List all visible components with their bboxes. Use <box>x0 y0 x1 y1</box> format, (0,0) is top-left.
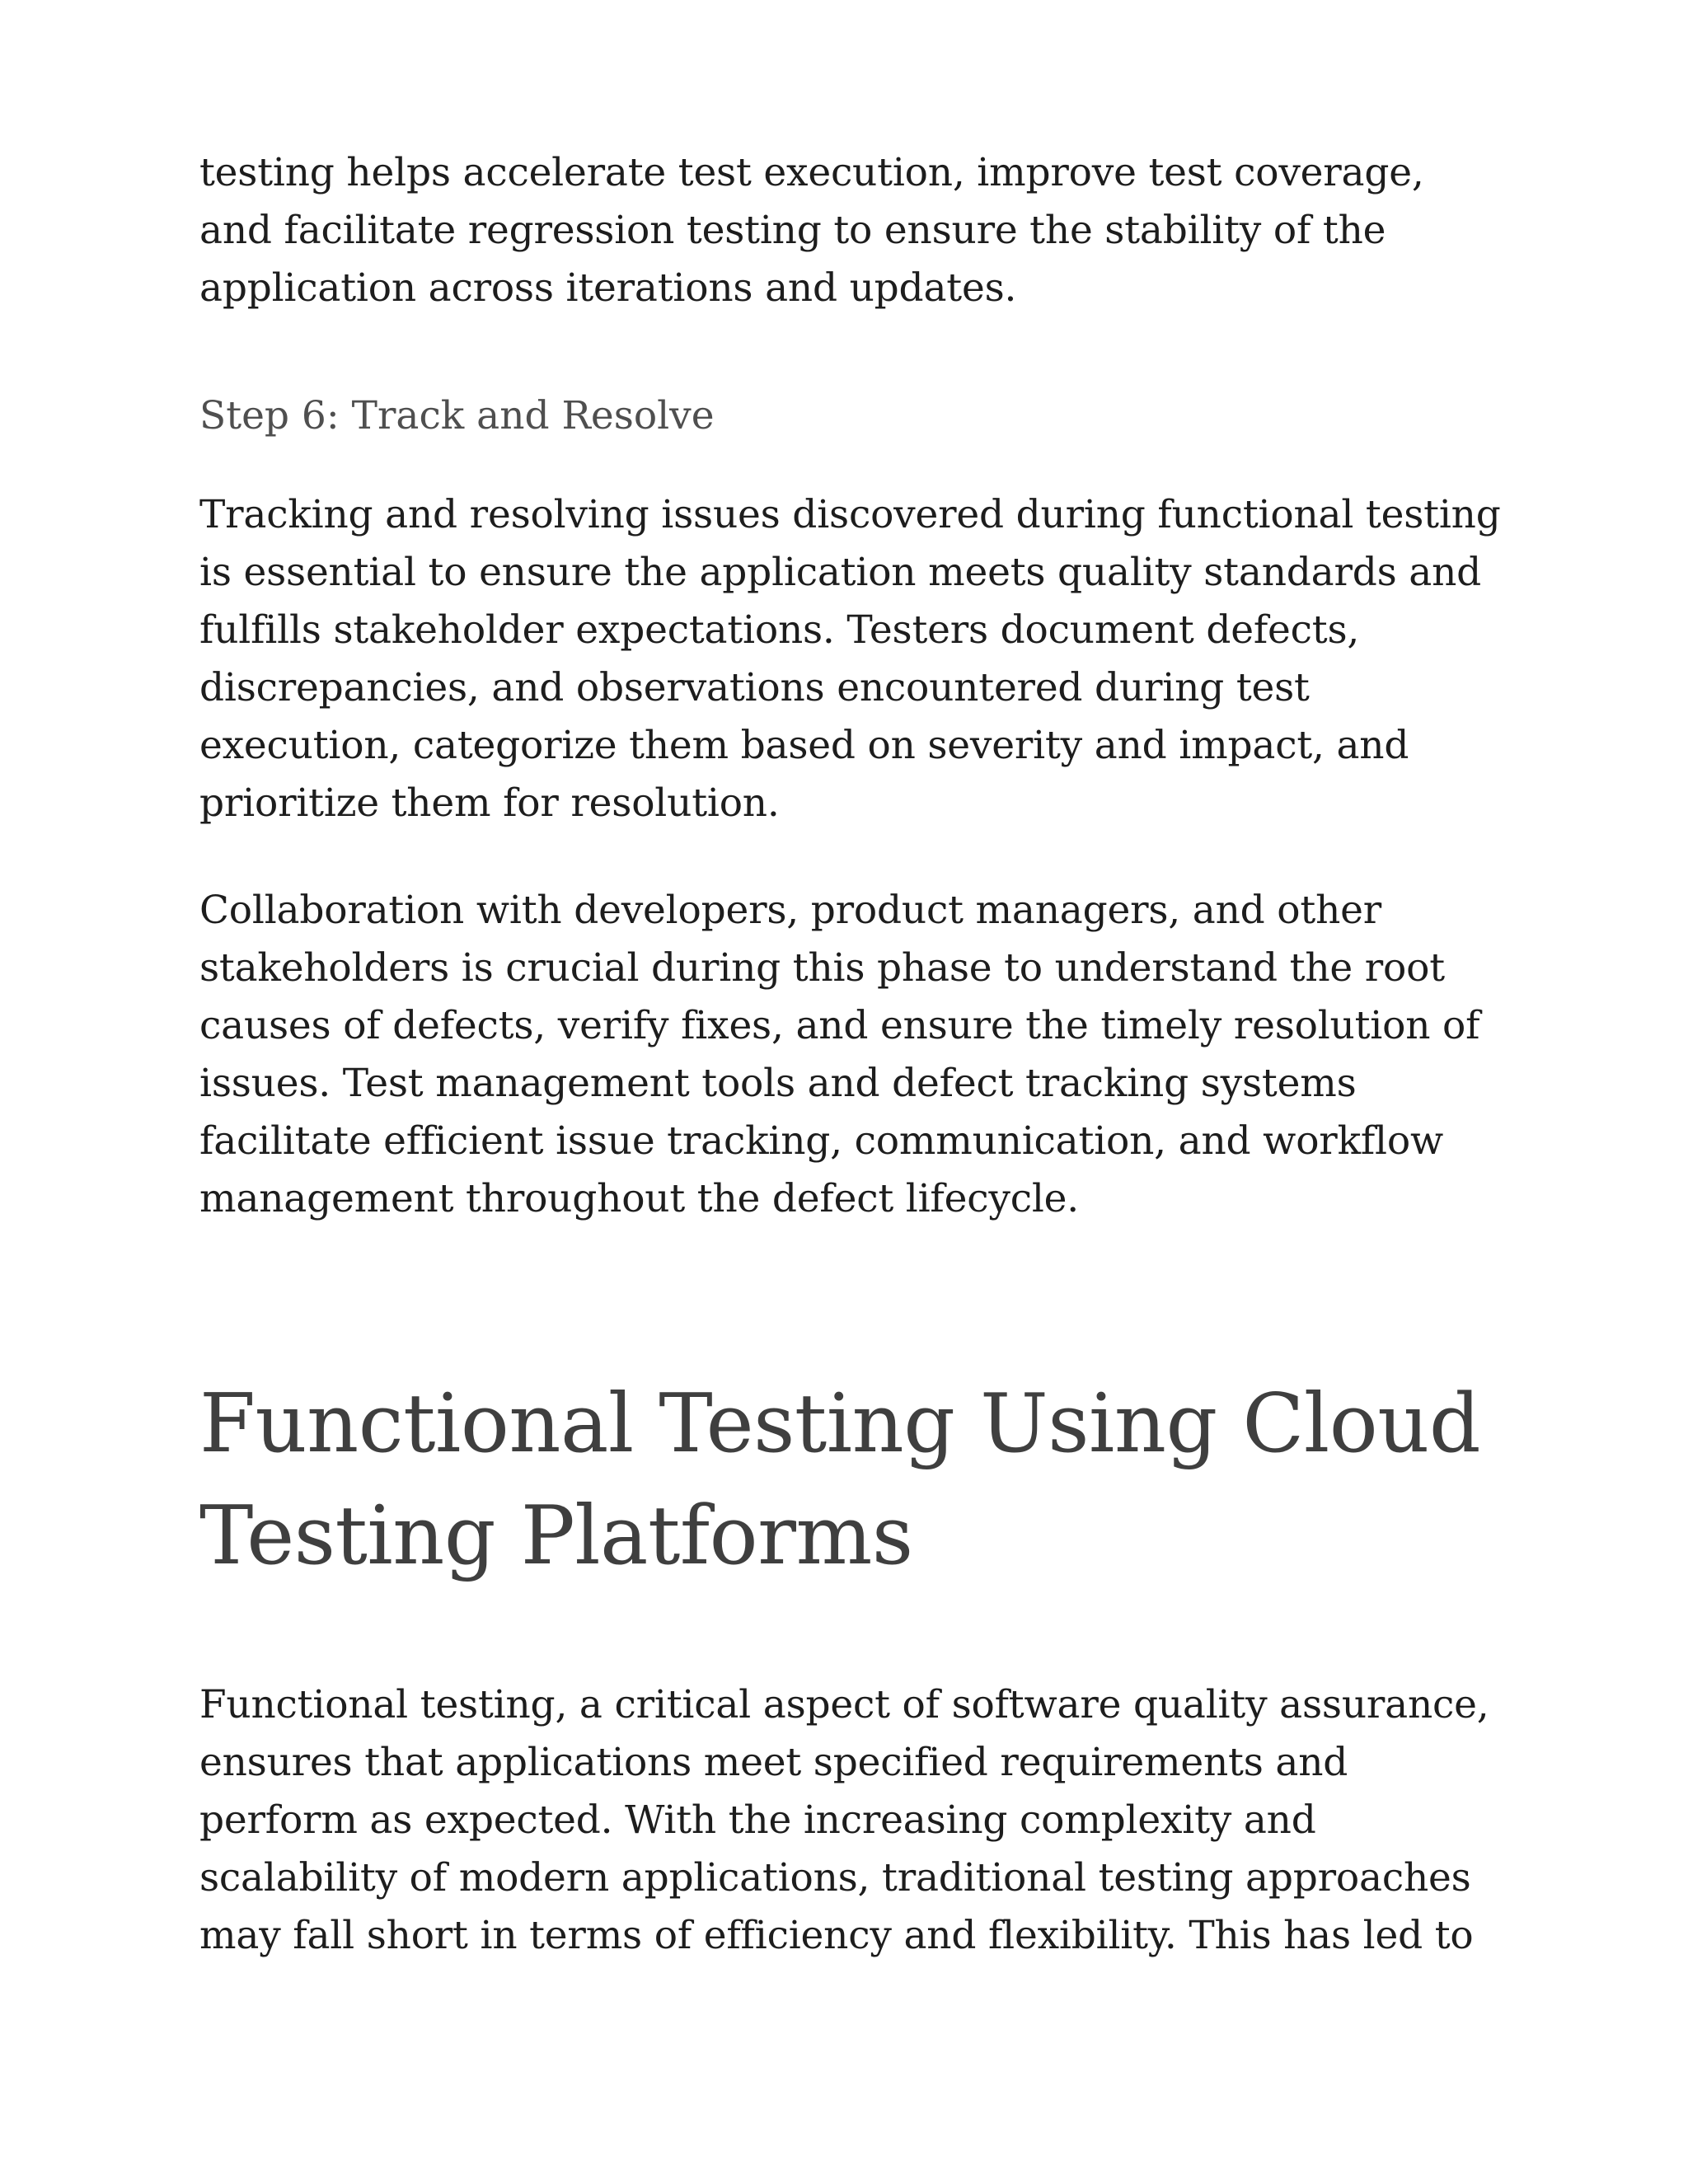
document-page <box>199 144 1502 1965</box>
intro-paragraph: testing helps accelerate test execution, improve test coverage, and facilitate regression testing to ensure the stability of the application across iterations and updates. <box>199 150 1424 311</box>
step-6-paragraph-1: Tracking and resolving issues discovered during functional testing is essential to ensure the application meets quality standards and fulfills stakeholder expectations. Testers document defects, discrepancies, and observations encountered during test execution, categorize them based on severity and impact, and prioritize them for resolution. <box>199 492 1501 826</box>
step-6-heading: Step 6: Track and Resolve <box>199 393 715 438</box>
step-6-paragraph-2: Collaboration with developers, product managers, and other stakeholders is crucial during this phase to understand the root causes of defects, verify fixes, and ensure the timely resolution of issues. Test management tools and defect tracking systems facilitate efficient issue tracking, communication, and workflow management throughout the defect lifecycle. <box>199 888 1480 1221</box>
section-heading: Functional Testing Using Cloud Testing Platforms <box>199 1377 1481 1583</box>
section-paragraph: Functional testing, a critical aspect of software quality assurance, ensures that applications meet specified requirements and perform as expected. With the increasing complexity and scalability of modern applications, traditional testing approaches may fall short in terms of efficiency and flexibility. This has led to <box>199 1682 1489 1958</box>
